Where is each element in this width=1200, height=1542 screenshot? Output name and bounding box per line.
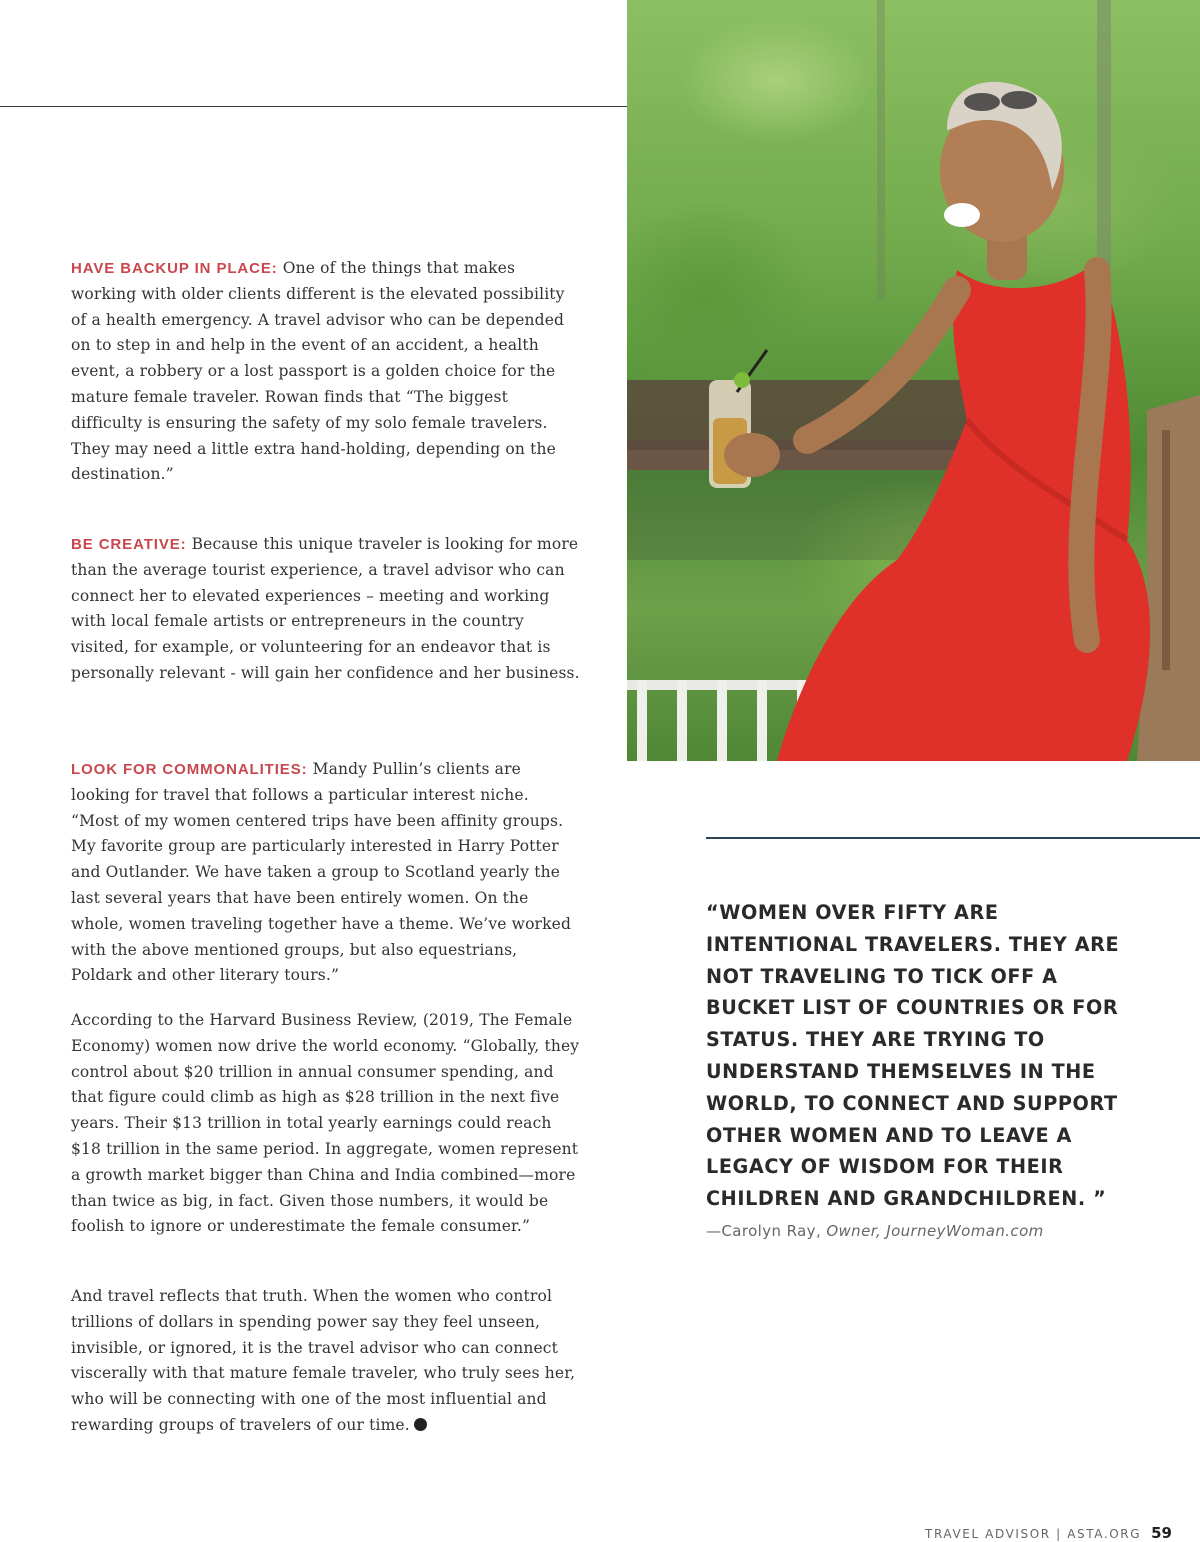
paragraph-economy [71, 1008, 581, 1240]
attribution-name: —Carolyn Ray, [706, 1222, 822, 1240]
woman-on-terrace-photo [627, 0, 1200, 761]
paragraph-closing-paragraph [71, 1284, 581, 1439]
section-backup-paragraph [71, 256, 581, 488]
section-creative-heading: BE CREATIVE: [71, 536, 187, 553]
section-commonalities-heading: LOOK FOR COMMONALITIES: [71, 761, 308, 778]
page-number: 59 [1151, 1524, 1172, 1542]
paragraph-closing [71, 1284, 581, 1439]
section-backup-text: One of the things that makes working with older clients different is the elevated possibility of a health emergency. A travel advisor who can be depended on to step in and help in the event of an accident, a health event, a robbery or a lost passport is a golden choice for the mature female traveler. Rowan finds that “The biggest difficulty is ensuring the safety of my solo female travelers. They may need a little extra hand-holding, depending on the destination.” [71, 259, 565, 484]
section-creative-paragraph [71, 532, 581, 687]
paragraph-economy-text: According to the Harvard Business Review, (2019, The Female Economy) women now drive the world economy. “Globally, they control about $20 trillion in annual consumer spending, and that figure could climb as high as $28 trillion in the next five years. Their $13 trillion in total yearly earnings could reach $18 trillion in the same period. In aggregate, women represent a growth market bigger than China and India combined—more than twice as big, in fact. Given those numbers, it would be foolish to ignore or underestimate the female consumer.” [71, 1011, 580, 1236]
section-creative [71, 532, 581, 687]
paragraph-closing-text: And travel reflects that truth. When the women who control trillions of dollars in spending power say they feel unseen, invisible, or ignored, it is the travel advisor who can connect viscerally with that mature female traveler, who truly sees her, who will be connecting with one of the most influential and rewarding groups of travelers of our time. [71, 1287, 576, 1434]
pull-quote: “WOMEN OVER FIFTY ARE INTENTIONAL TRAVELERS. THEY ARE NOT TRAVELING TO TICK OFF A BUCKET LIST OF COUNTRIES OR FOR STATUS. THEY ARE TRYING TO UNDERSTAND THEMSELVES IN THE WORLD, TO CONNECT AND SUPPORT OTHER WOMEN AND TO LEAVE A LEGACY OF WISDOM FOR THEIR CHILDREN AND GRANDCHILDREN. ” [706, 901, 1120, 1211]
section-backup [71, 256, 581, 488]
pull-quote-rule [706, 837, 1200, 839]
section-commonalities-text: Mandy Pullin’s clients are looking for travel that follows a particular interest niche. “Most of my women centered trips have been affinity groups. My favorite group are particularly interested in Harry Potter and Outlander. We have taken a group to Scotland yearly the last several years that have been entirely women. On the whole, women traveling together have a theme. We’ve worked with the above mentioned groups, but also equestrians, Poldark and other literary tours.” [71, 760, 572, 985]
section-creative-text: Because this unique traveler is looking for more than the average tourist experience, a travel advisor who can connect her to elevated experiences – meeting and working with local female artists or entrepreneurs in the country visited, for example, or volunteering for an endeavor that is personally relevant - will gain her confidence and her business. [71, 535, 580, 682]
section-backup-heading: HAVE BACKUP IN PLACE: [71, 260, 278, 277]
section-commonalities-paragraph [71, 757, 581, 989]
photo-illustration [627, 0, 1200, 761]
footer-publication: TRAVEL ADVISOR | ASTA.ORG [925, 1527, 1142, 1541]
section-commonalities [71, 757, 581, 989]
attribution-role: Owner, JourneyWoman.com [826, 1222, 1044, 1240]
end-of-article-icon [414, 1418, 427, 1431]
page-footer [925, 1524, 1172, 1542]
pull-quote-attribution [706, 1222, 1166, 1240]
